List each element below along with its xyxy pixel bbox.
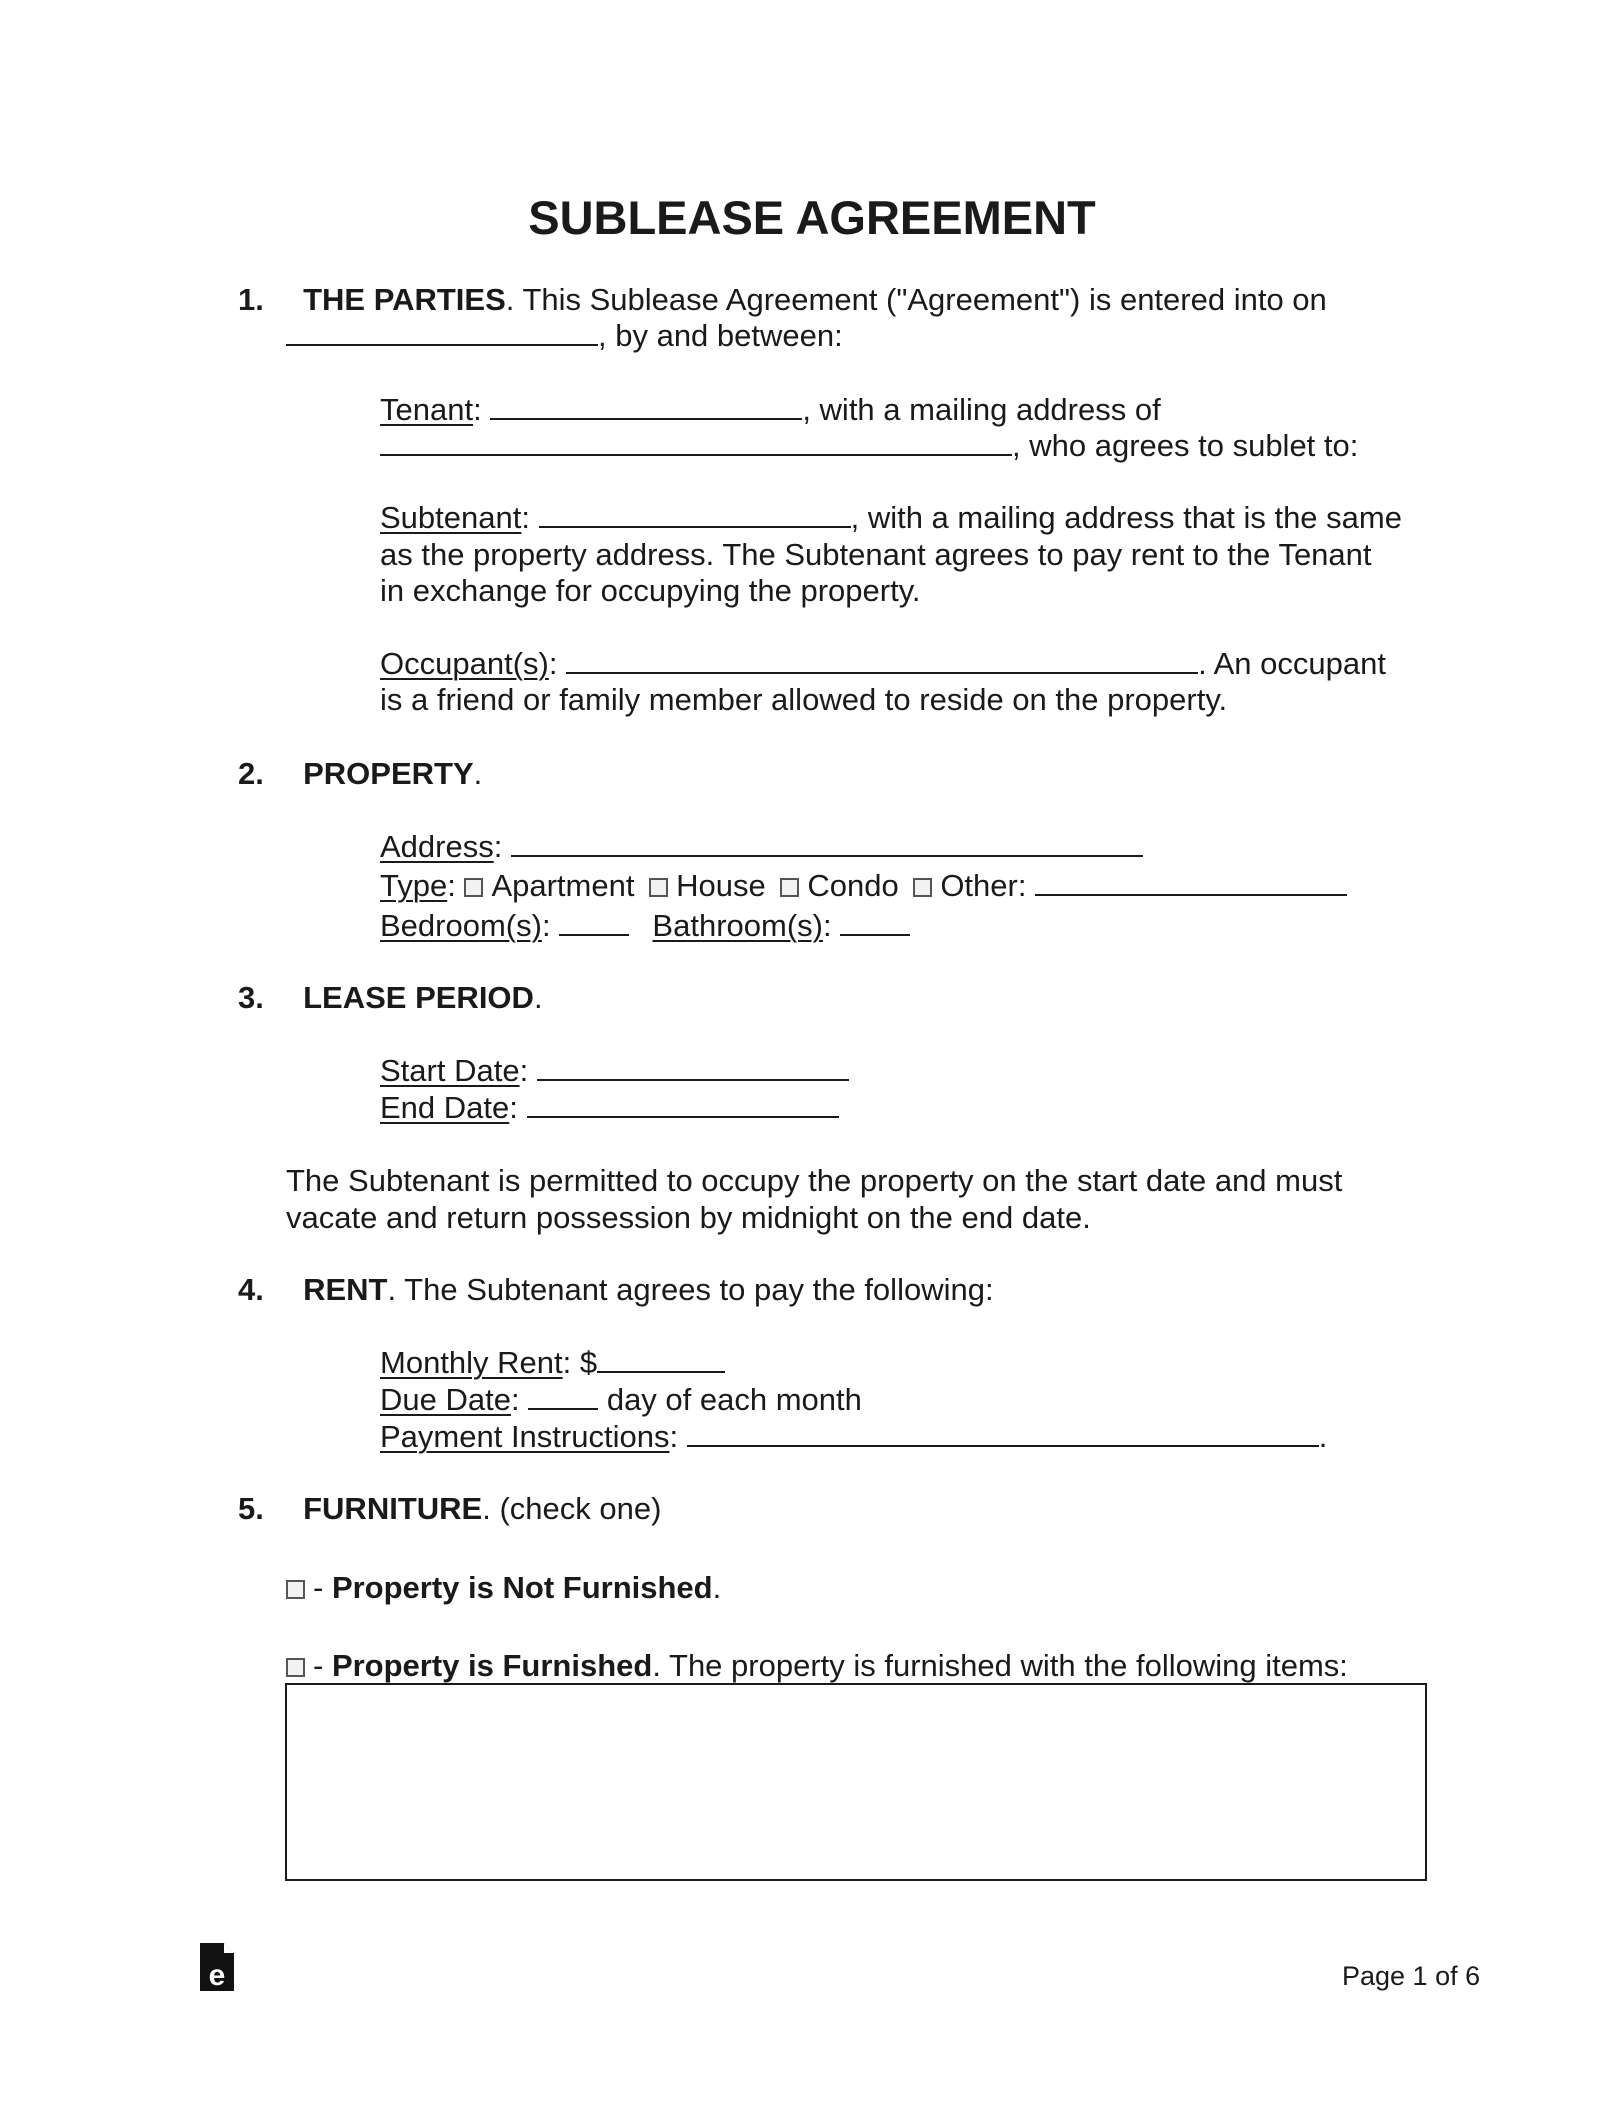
monthly-rent-prefix: : $ (562, 1345, 598, 1380)
section-2-number: 2. (238, 756, 264, 791)
end-date-line: End Date: (380, 1090, 839, 1126)
section-1-line-1 (238, 282, 1327, 318)
tenant-line-1: Tenant: , with a mailing address of (380, 392, 1161, 427)
type-label: Type (380, 868, 448, 903)
subtenant-label: Subtenant (380, 500, 522, 535)
bedrooms-field[interactable] (559, 908, 629, 936)
section-5-heading: FURNITURE (303, 1491, 483, 1526)
section-4-heading: RENT (303, 1272, 388, 1307)
tenant-address-field[interactable] (380, 428, 1012, 456)
section-5-number: 5. (238, 1491, 264, 1526)
lease-period-para-2: vacate and return possession by midnight on the end date. (286, 1200, 1091, 1235)
due-date-suffix: day of each month (606, 1382, 862, 1417)
payment-instructions-line: Payment Instructions: . (380, 1419, 1328, 1454)
bedrooms-label: Bedroom(s) (380, 908, 542, 943)
not-furnished-checkbox[interactable] (286, 1580, 305, 1599)
section-4-intro: . The Subtenant agrees to pay the following: (387, 1272, 994, 1307)
section-5-line (238, 1491, 661, 1527)
occupant-label: Occupant(s) (380, 646, 549, 681)
section-3-line: 3. LEASE PERIOD. (238, 980, 543, 1015)
bathrooms-label: Bathroom(s) (652, 908, 823, 943)
page-number: Page 1 of 6 (1342, 1961, 1481, 1991)
document-title: SUBLEASE AGREEMENT (528, 191, 1096, 244)
occupant-line-2: is a friend or family member allowed to reside on the property. (380, 682, 1228, 717)
other-checkbox[interactable] (913, 878, 932, 897)
section-5-intro: . (check one) (482, 1491, 662, 1526)
furnished-checkbox[interactable] (286, 1658, 305, 1677)
due-day-field[interactable] (528, 1382, 598, 1410)
section-1-line-2 (286, 318, 843, 354)
end-date-field[interactable] (527, 1090, 839, 1118)
subtenant-name-field[interactable] (539, 500, 851, 528)
subtenant-line-3: in exchange for occupying the property. (380, 573, 921, 608)
furnished-text: . The property is furnished with the following items: (652, 1648, 1348, 1683)
section-1-intro-cont: , by and between: (598, 318, 843, 353)
svg-text:e: e (208, 1959, 226, 1992)
not-furnished-label: Property is Not Furnished (331, 1570, 713, 1605)
occupant-line-1: Occupant(s): . An occupant (380, 646, 1386, 681)
occupant-text: . An occupant (1198, 646, 1386, 681)
condo-checkbox[interactable] (780, 878, 799, 897)
furnished-option: - Property is Furnished. The property is furnished with the following items: (286, 1648, 1348, 1684)
tenant-label: Tenant (380, 392, 474, 427)
agreement-date-field[interactable] (286, 318, 598, 346)
section-3-number: 3. (238, 980, 264, 1015)
section-1-number: 1. (238, 282, 264, 317)
section-4-number: 4. (238, 1272, 264, 1307)
rooms-line: Bedroom(s): Bathroom(s): (380, 908, 910, 944)
section-2-heading: PROPERTY (303, 756, 474, 791)
apartment-checkbox[interactable] (464, 878, 483, 897)
monthly-rent-line (380, 1345, 725, 1381)
address-line: Address: (380, 829, 1143, 865)
subtenant-line-1: Subtenant: , with a mailing address that is the same (380, 500, 1402, 535)
section-4-line (238, 1272, 994, 1308)
subtenant-line-2: as the property address. The Subtenant agrees to pay rent to the Tenant (380, 537, 1372, 572)
due-date-label: Due Date (380, 1382, 511, 1417)
house-checkbox[interactable] (649, 878, 668, 897)
monthly-rent-label: Monthly Rent (380, 1345, 563, 1380)
tenant-text: , with a mailing address of (802, 392, 1161, 427)
start-date-field[interactable] (537, 1053, 849, 1081)
section-3-heading: LEASE PERIOD (303, 980, 534, 1015)
tenant-line-2 (380, 428, 1358, 464)
start-date-label: Start Date (380, 1053, 520, 1088)
not-furnished-option: - Property is Not Furnished. (286, 1570, 721, 1606)
furnished-label: Property is Furnished (331, 1648, 653, 1683)
section-1-intro: . This Sublease Agreement ("Agreement") is entered into on (505, 282, 1327, 317)
payment-instructions-label: Payment Instructions (380, 1419, 670, 1454)
payment-instructions-field[interactable] (687, 1419, 1319, 1447)
esign-logo-icon (198, 1943, 236, 1993)
type-option-apartment: Apartment (491, 868, 635, 903)
type-line: Type: Apartment House Condo Other: (380, 868, 1347, 904)
property-address-field[interactable] (511, 829, 1143, 857)
tenant-name-field[interactable] (490, 392, 802, 420)
type-option-other: Other: (940, 868, 1027, 903)
section-2-line: 2. PROPERTY. (238, 756, 483, 791)
start-date-line: Start Date: (380, 1053, 849, 1089)
tenant-text-2: , who agrees to sublet to: (1012, 428, 1359, 463)
end-date-label: End Date (380, 1090, 510, 1125)
occupant-names-field[interactable] (566, 646, 1198, 674)
monthly-rent-field[interactable] (597, 1345, 725, 1373)
address-label: Address (380, 829, 494, 864)
due-date-line: Due Date: day of each month (380, 1382, 862, 1417)
subtenant-text: , with a mailing address that is the same (850, 500, 1402, 535)
other-type-field[interactable] (1035, 868, 1347, 896)
type-option-house: House (676, 868, 766, 903)
furnished-items-box[interactable] (285, 1683, 1427, 1881)
type-option-condo: Condo (807, 868, 899, 903)
section-1-heading: THE PARTIES (303, 282, 506, 317)
bathrooms-field[interactable] (840, 908, 910, 936)
lease-period-para-1: The Subtenant is permitted to occupy the property on the start date and must (286, 1163, 1343, 1198)
